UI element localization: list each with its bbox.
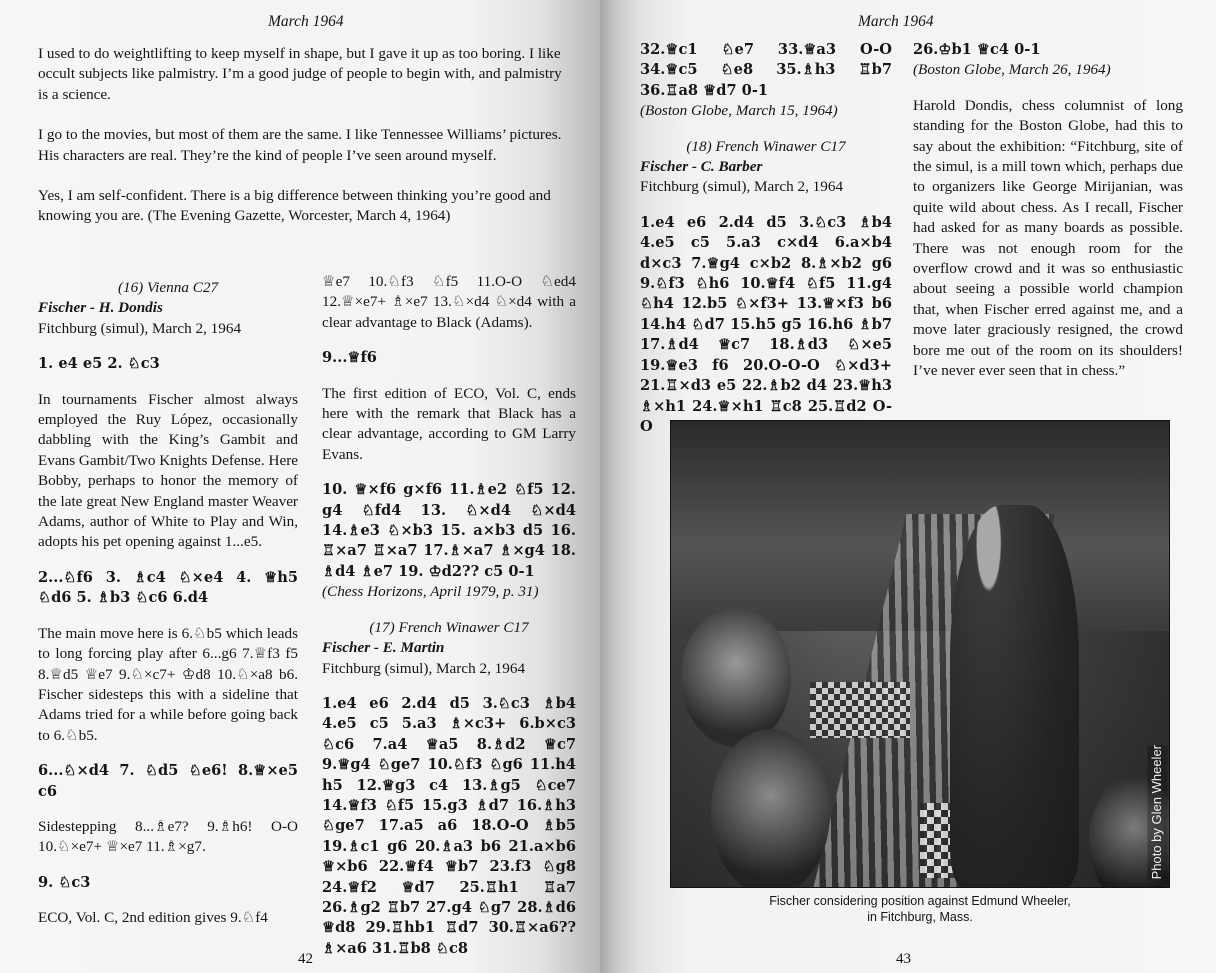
right-running-head: March 1964 [858,13,934,30]
game18-source: (Boston Globe, March 26, 1964) [913,61,1111,79]
left-column-1 [38,272,298,944]
game16-continuation: ♕e7 10.♘f3 ♘f5 11.O-O ♘ed4 12.♕×e7+ ♗×e7 13.♘×d4 ♘×d4 with a clear advantage to Black (Adams). [322,273,576,331]
game17-moves: 1.e4 e6 2.d4 d5 3.♘c3 ♗b4 4.e5 c5 5.a3 ♗×c3+ 6.b×c3 ♘c6 7.a4 ♕a5 8.♗d2 ♕c7 9.♕g4 ♘ge7 10.♘f3 ♘g6 11.h4 h5 12.♕g3 c4 13.♗g5 ♘ce7 14.♕f3 ♘f5 15.g3 ♗d7 16.♗h3 ♘ge7 17.a5 a6 18.O-O ♗b5 19.♗c1 g6 20.♗a3 b6 21.a×b6 ♕×b6 22.♕f4 ♕b7 23.f3 ♘g8 24.♕f2 ♕d7 25.♖h1 ♖a7 26.♗g2 ♖b7 27.g4 ♘g7 28.♗d6 ♕d8 29.♖hb1 ♖d7 30.♖×a6?? ♗×a6 31.♖b8 ♘c8 [322,694,576,957]
game18-players: Fischer - C. Barber [640,158,763,176]
game16-moves-3: 6...♘×d4 7. ♘d5 ♘e6! 8.♕×e5 c6 [38,762,298,800]
left-column-2 [322,272,576,973]
left-page [0,0,600,973]
game18-moves-end: 26.♔b1 ♕c4 0-1 [913,41,1041,58]
photo-caption-line-1: Fischer considering position against Edmund Wheeler, [769,894,1071,908]
photo-spectator-1 [681,607,791,747]
photo-caption-line-2: in Fitchburg, Mass. [867,910,973,924]
game16-comment-3: Sidestepping 8...♗e7? 9.♗h6! O-O 10.♘×e7+ ♕×e7 11.♗×g7. [38,817,298,856]
game16-players: Fischer - H. Dondis [38,299,163,317]
game16-moves-1: 1. e4 e5 2. ♘c3 [38,355,160,373]
game16-event: Fitchburg (simul), March 2, 1964 [38,319,242,337]
right-page-number: 43 [896,950,911,967]
photo-credit: Photo by Glen Wheeler [1147,745,1167,879]
game16-title: (16) Vienna C27 [117,279,219,296]
intro-paragraph-1: I used to do weightlifting to keep myself in shape, but I gave it up as too boring. I like occult subjects like palmistry. I’m a good judge of people to begin with, and palmistry is a science. [38,45,562,103]
game17-moves-end: 32.♕c1 ♘e7 33.♕a3 O-O 34.♕c5 ♘e8 35.♗h3 ♖b7 36.♖a8 ♕d7 0-1 [640,41,892,99]
game17-source: (Boston Globe, March 15, 1964) [640,102,838,120]
game17-title: (17) French Winawer C17 [369,618,529,636]
game16-moves-5: 9...♕f6 [322,349,377,367]
game18-event: Fitchburg (simul), March 2, 1964 [640,178,844,196]
game16-moves-2: 2...♘f6 3. ♗c4 ♘×e4 4. ♕h5 ♘d6 5. ♗b3 ♘c6 6.d4 [38,568,298,607]
game17-event: Fitchburg (simul), March 2, 1964 [322,659,526,677]
game16-source: (Chess Horizons, April 1979, p. 31) [322,583,539,601]
game16-comment-1: In tournaments Fischer almost always employed the Ruy López, occasionally dabbling with the King’s Gambit and Evans Gambit/Two Knights Defense. Here Bobby, perhaps to honor the memory of the late great New England master Weaver Adams, author of White to Play and Win, adopts his pet opening against 1...e5. [38,390,299,551]
game16-moves-4: 9. ♘c3 [38,873,91,891]
game16-comment-5: The first edition of ECO, Vol. C, ends here with the remark that Black has a clear advantage, according to GM Larry Evans. [322,384,576,463]
game16-moves-6: 10. ♕×f6 g×f6 11.♗e2 ♘f5 12. g4 ♘fd4 13. ♘×d4 ♘×d4 14.♗e3 ♘×b3 15. a×b3 d5 16. ♖×a7 ♖×a7 17.♗×a7 ♗×g4 18. ♗d4 ♗e7 19. ♔d2?? c5 0-1 [322,481,576,580]
intro-paragraph-3: Yes, I am self-confident. There is a big difference between thinking you’re good and knowing you are. (The Evening Gazette, Worcester, March 4, 1964) [38,187,551,225]
game18-moves: 1.e4 e6 2.d4 d5 3.♘c3 ♗b4 4.e5 c5 5.a3 c×d4 6.a×b4 d×c3 7.♕g4 c×b2 8.♗×b2 g6 9.♘f3 ♘h6 10.♕f4 ♘f5 11.g4 ♘h4 12.b5 ♘×f3+ 13.♕×f3 b6 14.h4 ♘d7 15.h5 g5 16.h6 ♗b7 17.♗d4 ♕c7 18.♗d3 ♘×e5 19.♕e3 f6 20.O-O-O ♘×d3+ 21.♖×d3 e5 22.♗b2 d4 23.♕h3 ♗×h1 24.♕×h1 ♖c8 25.♖d2 O-O [640,213,892,435]
game17-players: Fischer - E. Martin [322,639,445,657]
photo-chessboard-1 [810,682,910,738]
right-column-1 [640,40,892,452]
photo-caption [670,893,1170,925]
intro-paragraph-2: I go to the movies, but most of them are the same. I like Tennessee Williams’ pictures. His characters are real. They’re the kind of people I’ve seen around myself. [38,126,562,164]
game16-comment-2: The main move here is 6.♘b5 which leads to long forcing play after 6...g6 7.♕f3 f5 8.♕d5 ♕e7 9.♘×c7+ ♔d8 10.♘×a8 b6. Fischer sidesteps this with a sideline that Adams tried for a while before going back to 6.♘b5. [38,624,298,744]
game18-title: (18) French Winawer C17 [686,137,846,155]
right-column-2 [913,40,1183,397]
left-page-number: 42 [298,950,313,967]
game16-comment-4: ECO, Vol. C, 2nd edition gives 9.♘f4 [38,909,268,927]
right-page [600,0,1216,973]
left-running-head: March 1964 [268,13,344,30]
photo-spectator-2 [711,729,831,888]
simul-photo [670,420,1170,888]
dondis-paragraph: Harold Dondis, chess columnist of long standing for the Boston Globe, had this to say about the exhibition: “Fitchburg, site of the simul, is a mill town which, perhaps due to organizers like George Mirijanian, was quite wild about chess. As I recall, Fischer had asked for as many boards as possible. There was not enough room for the overflow crowd and it was so enthusiastic about seeing a possible world champion that, when Fischer erred against me, and a move later graciously resigned, the crowd bore me out of the room on its shoulders! I’ve never ever seen that in chess.” [913,96,1183,380]
intro-text [38,44,574,247]
photo-fischer-figure [950,505,1079,887]
